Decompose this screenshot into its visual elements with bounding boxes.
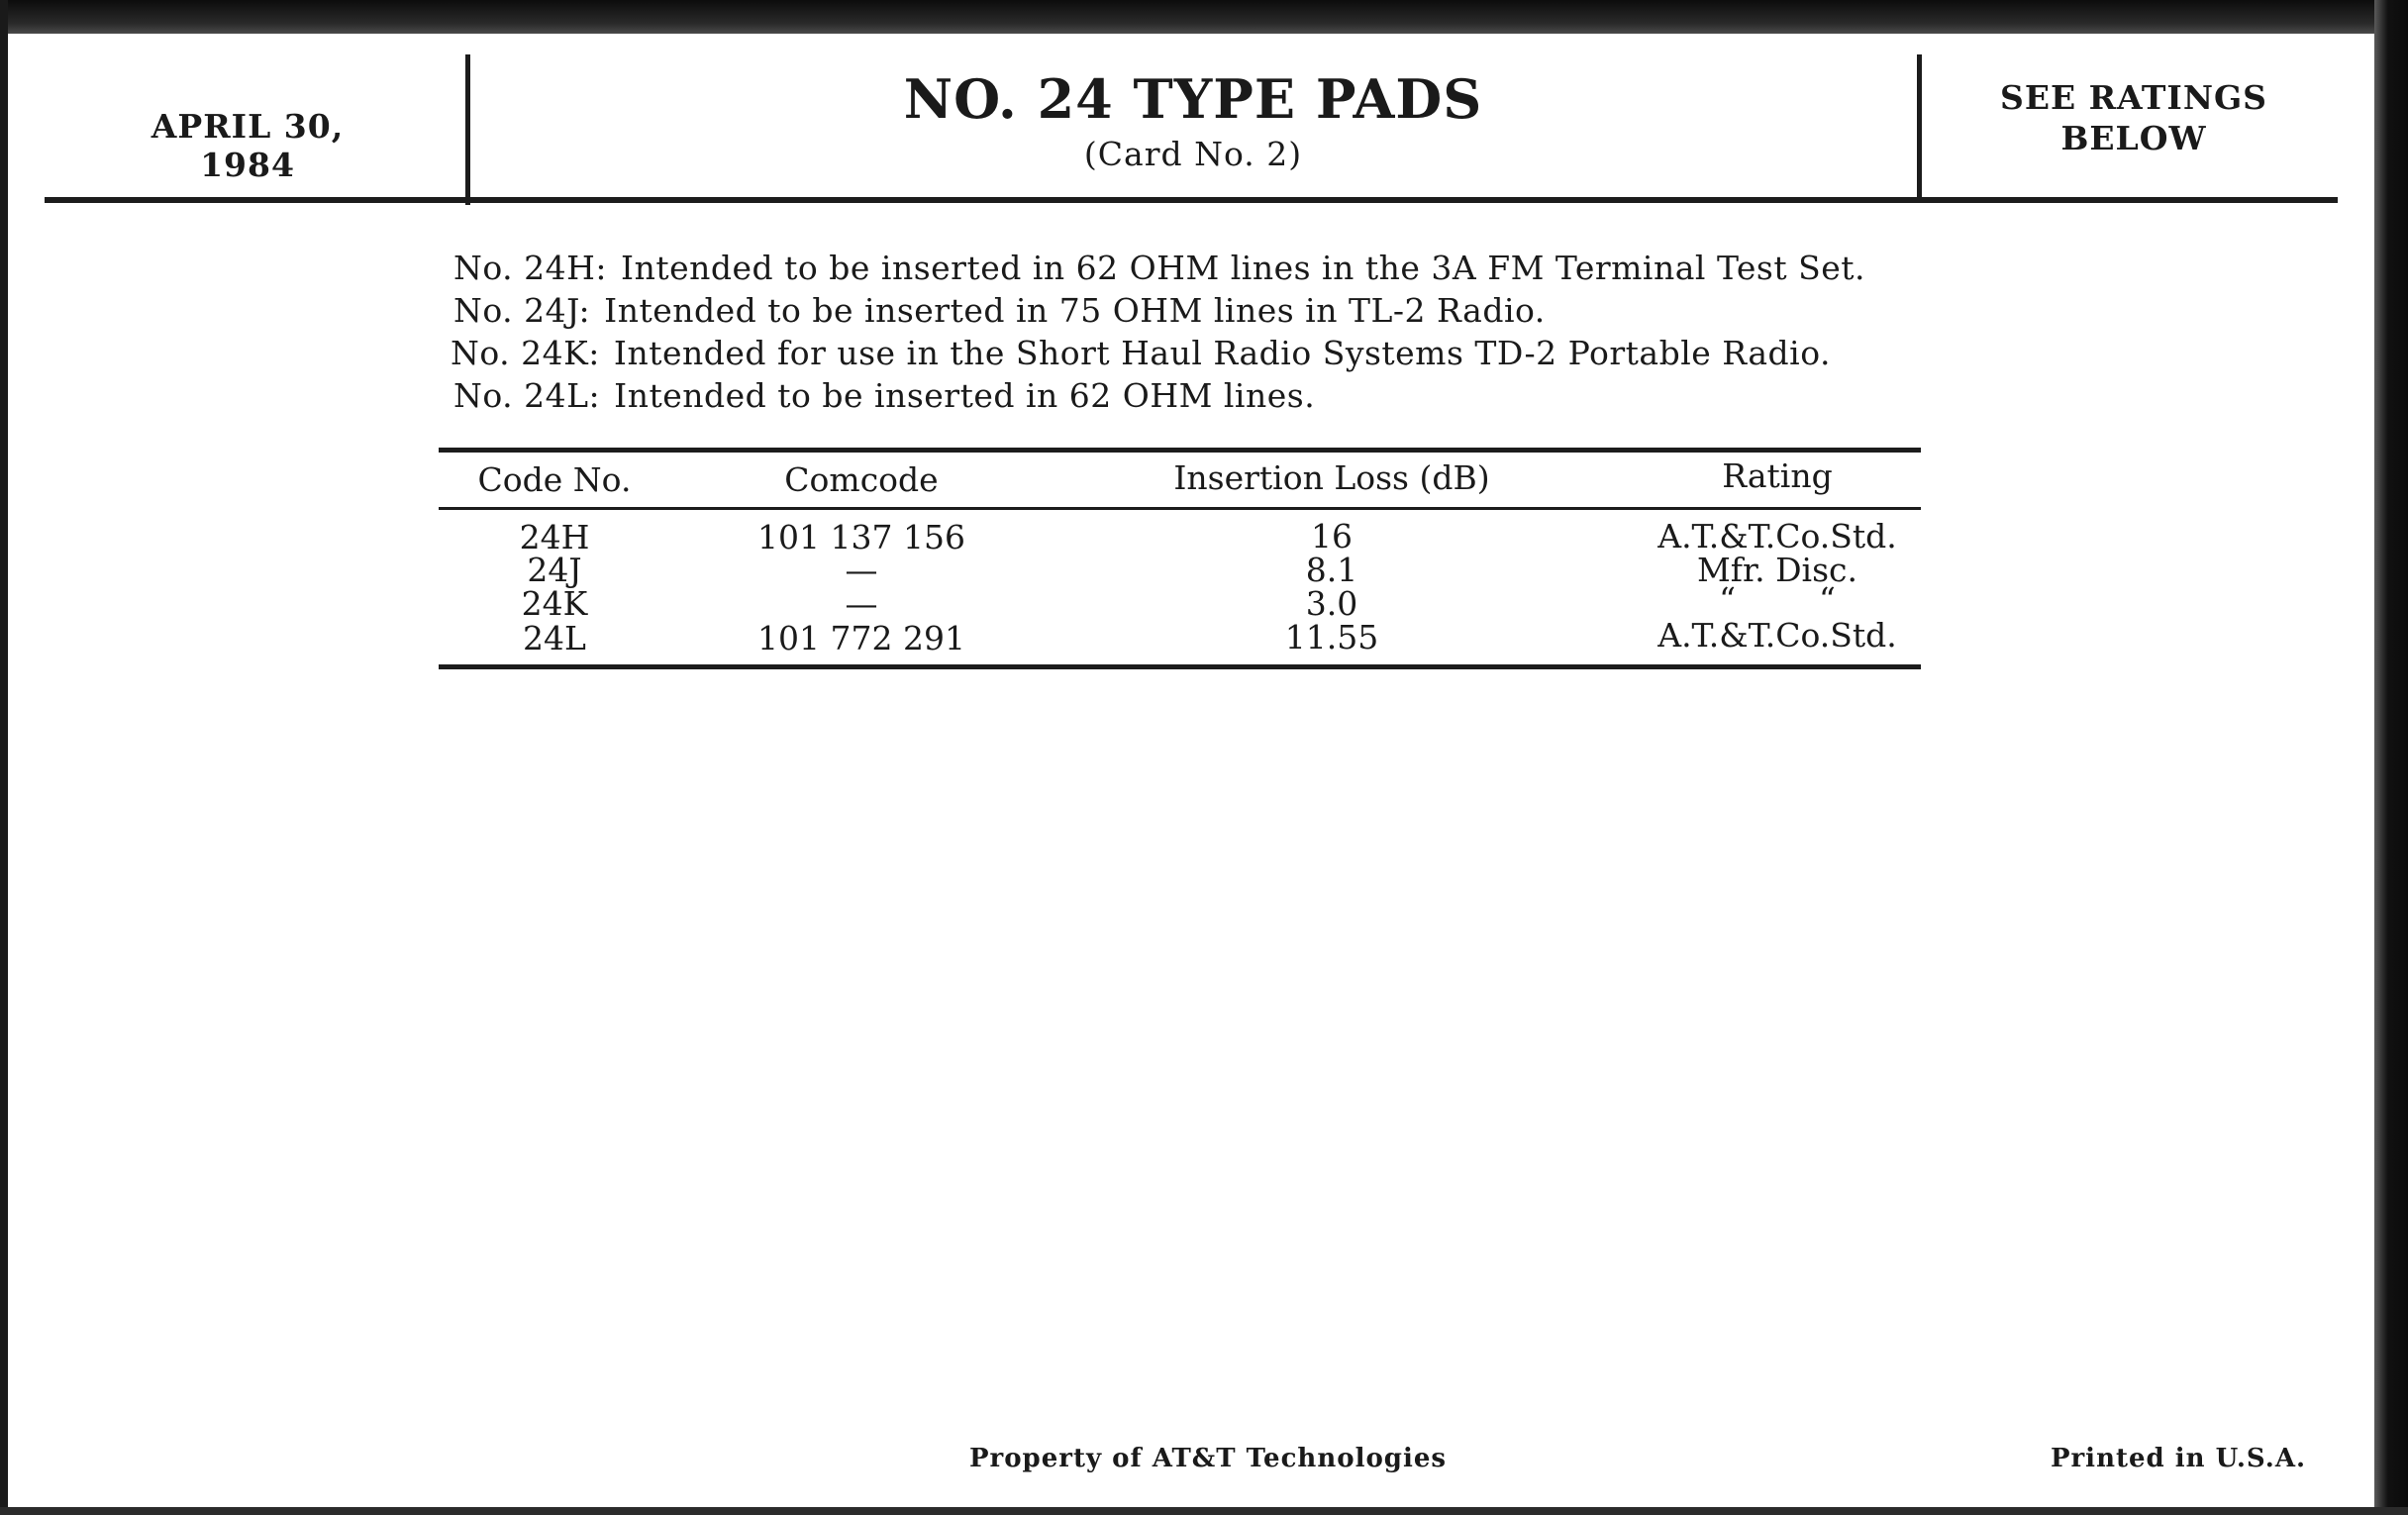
description-code: No. 24H: [453,249,608,287]
table-cell-comcode: — [845,584,878,623]
description-24l [453,376,1315,415]
table-cell-rating: Mfr. Disc. [1696,551,1858,589]
description-24h [453,249,1865,287]
description-code: No. 24J: [453,291,591,330]
footer-printed: Printed in U.S.A. [2050,1444,2307,1473]
description-text: Intended to be inserted in 62 OHM lines in the 3A FM Terminal Test Set. [621,249,1865,287]
table-cell-loss: 8.1 [1305,551,1358,589]
column-header-comcode: Comcode [784,460,939,499]
table-cell-code: 24K [521,584,588,623]
table-cell-loss: 16 [1311,517,1353,556]
description-24k [451,334,1831,372]
table-cell-comcode: — [845,551,878,589]
description-24j [453,291,1546,330]
page-subtitle: (Card No. 2) [1083,135,1303,173]
scan-edge-right [2374,0,2408,1515]
description-text: Intended to be inserted in 75 OHM lines in TL-2 Radio. [604,291,1546,330]
table-rule-header [439,507,1921,510]
description-text: Intended for use in the Short Haul Radio Systems TD-2 Portable Radio. [613,334,1831,372]
ratings-line-2: BELOW [2060,119,2207,157]
table-cell-rating: A.T.&T.Co.Std. [1657,616,1897,655]
table-cell-code: 24H [519,518,590,556]
table-cell-code: 24L [523,619,586,657]
description-code: No. 24K: [451,334,600,372]
column-header-rating: Rating [1722,456,1833,495]
scan-edge-bottom [0,1507,2408,1515]
table-rule-top [439,448,1921,453]
table-cell-rating: “ “ [1719,580,1836,619]
column-header-code: Code No. [477,460,632,499]
scan-edge-left [0,0,8,1515]
column-header-insertion-loss: Insertion Loss (dB) [1173,458,1490,497]
header-divider-right [1917,54,1922,199]
header-divider-left [465,54,470,205]
table-cell-comcode: 101 772 291 [757,619,965,657]
header-date: APRIL 30, 1984 [150,107,345,184]
header-ratings-note [1926,77,2342,158]
header-rule [45,197,2338,203]
description-text: Intended to be inserted in 62 OHM lines. [614,376,1316,415]
description-code: No. 24L: [453,376,601,415]
ratings-line-1: SEE RATINGS [1999,78,2268,117]
footer-property: Property of AT&T Technologies [968,1444,1448,1473]
table-rule-bottom [439,664,1921,669]
table-cell-rating: A.T.&T.Co.Std. [1657,517,1897,556]
table-cell-code: 24J [527,551,582,589]
scan-edge-top [0,0,2408,34]
table-cell-loss: 11.55 [1284,618,1379,656]
table-cell-comcode: 101 137 156 [757,518,965,556]
table-cell-loss: 3.0 [1305,584,1358,623]
page-title: NO. 24 TYPE PADS [903,67,1483,131]
